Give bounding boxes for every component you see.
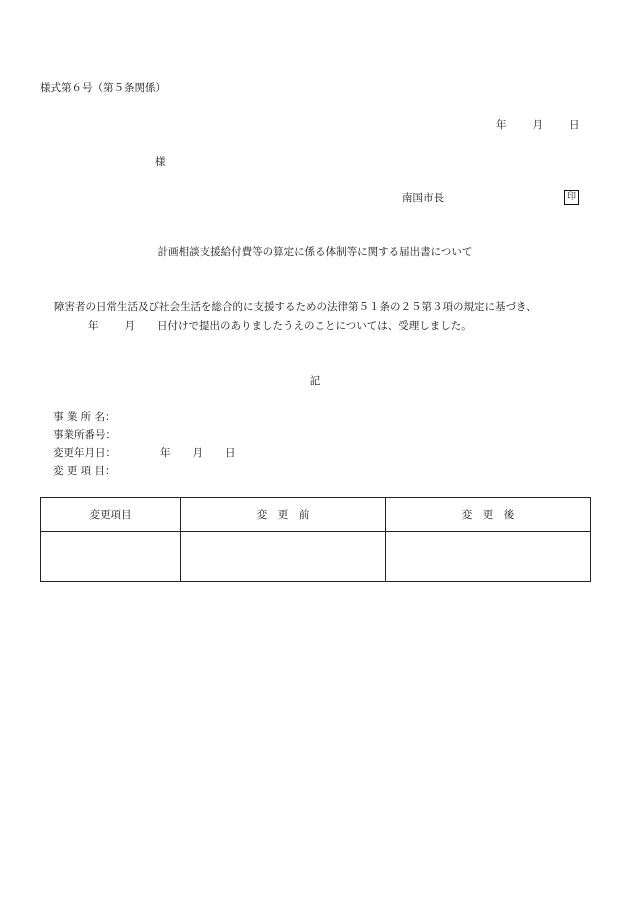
changes-table <box>40 497 591 582</box>
addressee-suffix: 様 <box>155 156 166 168</box>
header-after-change: 変 更 後 <box>386 498 591 532</box>
table-row <box>41 532 591 582</box>
date-day-label: 日 <box>569 119 580 131</box>
form-number: 様式第６号（第５条関係） <box>40 82 166 94</box>
document-title: 計画相談支援給付費等の算定に係る体制等に関する届出書について <box>157 246 473 258</box>
body-month-label: 月 <box>124 320 135 332</box>
change-item-field: 変 更 項 目： <box>53 465 116 477</box>
change-date-day: 日 <box>225 447 236 459</box>
change-date-year: 年 <box>160 447 171 459</box>
cell-before-change[interactable] <box>181 532 386 582</box>
body-line-2 <box>88 319 472 333</box>
date-line <box>496 118 580 132</box>
sender-name: 南国市長 <box>402 192 444 204</box>
table-header-row <box>41 498 591 532</box>
header-before-change: 変 更 前 <box>181 498 386 532</box>
change-date-label: 変更年月日： <box>53 447 116 459</box>
cell-after-change[interactable] <box>386 532 591 582</box>
header-change-item: 変更項目 <box>41 498 181 532</box>
office-number-field: 事業所番号： <box>53 429 116 441</box>
body-line-2-text: 日付けで提出のありましたうえのことについては、受理しました。 <box>157 320 472 332</box>
body-year-label: 年 <box>88 320 99 332</box>
cell-change-item[interactable] <box>41 532 181 582</box>
date-month-label: 月 <box>532 119 543 131</box>
body-line-1: 障害者の日常生活及び社会生活を総合的に支援するための法律第５１条の２５第３項の規定に基づき、 <box>54 301 537 313</box>
seal-stamp: 印 <box>564 190 579 205</box>
change-date-field <box>53 446 236 460</box>
change-date-month: 月 <box>192 447 203 459</box>
office-name-field: 事 業 所 名： <box>53 411 116 423</box>
ki-heading: 記 <box>309 375 321 387</box>
date-year-label: 年 <box>496 119 507 131</box>
